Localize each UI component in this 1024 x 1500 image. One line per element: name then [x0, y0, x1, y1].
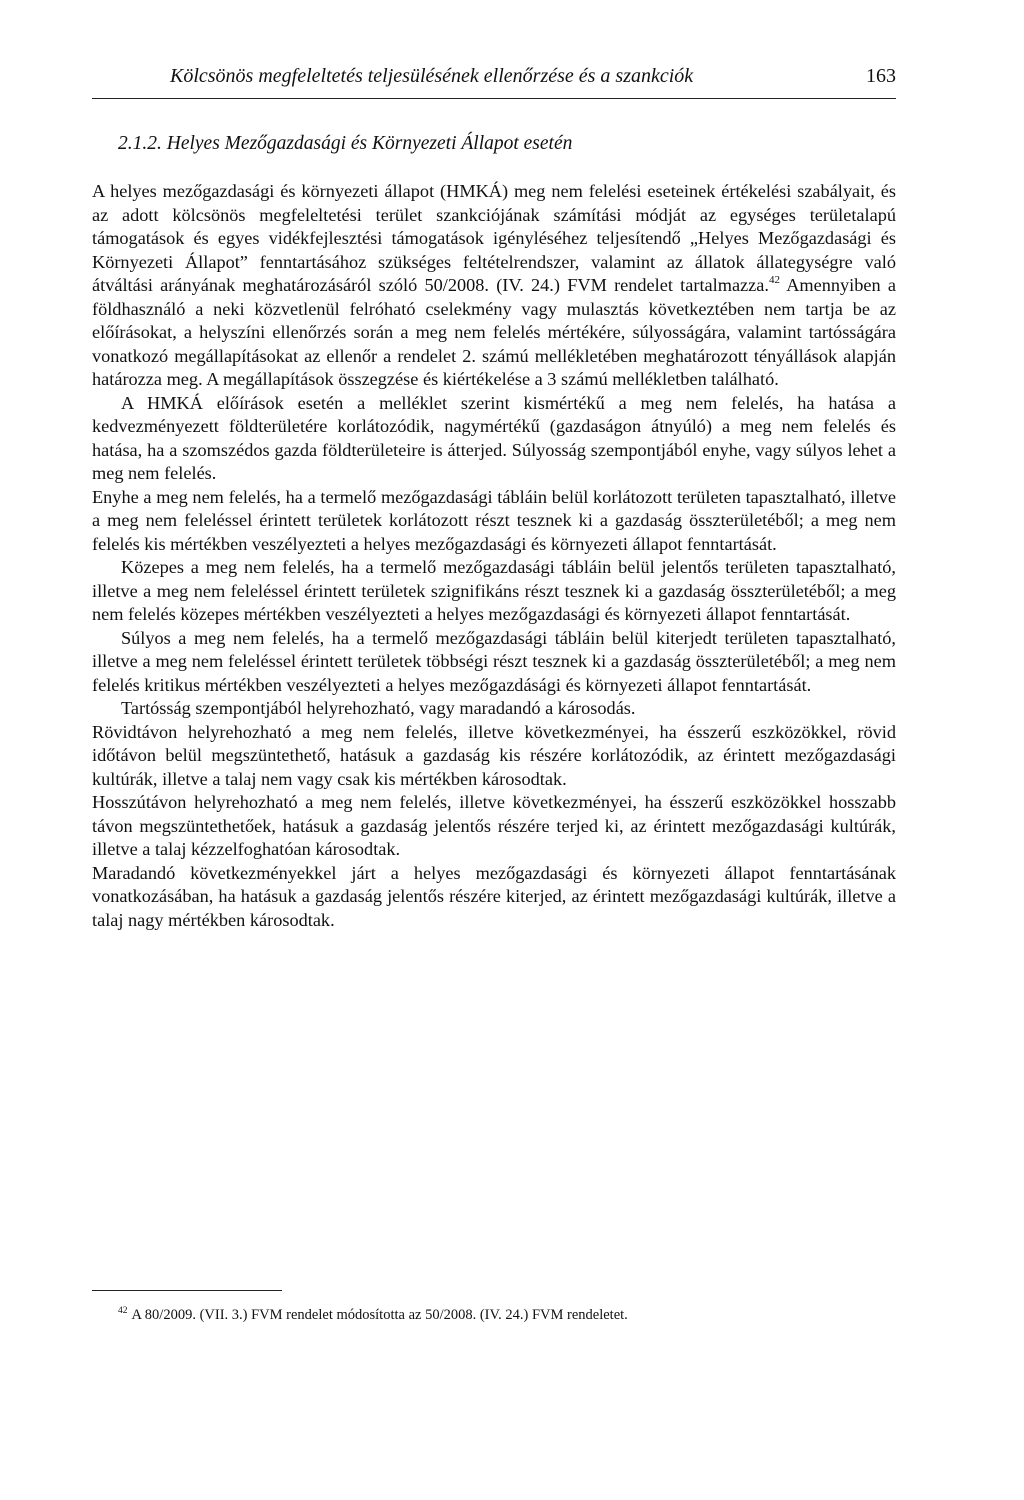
footnote-text: A 80/2009. (VII. 3.) FVM rendelet módosította az 50/2008. (IV. 24.) FVM rendeletet. [131, 1307, 628, 1323]
paragraph-3: Enyhe a meg nem felelés, ha a termelő mezőgazdasági tábláin belül korlátozott területen tapasztalható, illetve a meg nem feleléssel érintett területek korlátozott részt tesznek ki a gazdaság összterületéből; a meg nem felelés kis mértékben veszélyezteti a helyes mezőgazdasági és környezeti állapot fenntartását. [92, 486, 896, 554]
footnote-number: 42 [118, 1306, 128, 1316]
running-header [92, 62, 896, 96]
paragraph-1 [92, 180, 896, 392]
footnote-rule [92, 1290, 282, 1291]
paragraph-4: Közepes a meg nem felelés, ha a termelő mezőgazdasági tábláin belül jelentős területen tapasztalható, illetve a meg nem feleléssel érintett területek szignifikáns részt tesznek ki a gazdaság összterületéből; a meg nem felelés közepes mértékben veszélyezteti a helyes mezőgazdasági és környezeti állapot fenntartását. [92, 557, 896, 624]
paragraph-1-continuation: Amennyiben a földhasználó a neki közvetlenül felróható cselekmény vagy mulasztás következtében nem tartja be az előírásokat, a helyszíni ellenőrzés során a meg nem felelés mértékére, súlyosságára, valamint tartósságára vonatkozó megállapításokat az ellenőr a rendelet 2. számú mellékletében meghatározott tényállások alapján határozza meg. A megállapítások összegzése és kiértékelése a 3 számú mellékletben található. [92, 275, 896, 389]
paragraph-8: Hosszútávon helyrehozható a meg nem felelés, illetve következményei, ha ésszerű eszközökkel hosszabb távon megszüntethetőek, hatásuk a gazdaság jelentős részére terjed ki, az érintett mezőgazdasági kultúrák, illetve a talaj kézzelfoghatóan károsodtak. [92, 792, 896, 859]
paragraph-1-text: A helyes mezőgazdasági és környezeti állapot (HMKÁ) meg nem felelési eseteinek értékelési szabályait, és az adott kölcsönös megfeleltetési terület szankciójának számítási módját az egységes területalapú támogatások és egyes vidékfejlesztési támogatások igényléséhez teljesítendő „Helyes Mezőgazdasági és Környezeti Állapot” fenntartásához szükséges feltételrendszer, valamint az állatok állategységre való átváltási arányának meghatározásáról szóló 50/2008. (IV. 24.) FVM rendelet tartalmazza. [92, 181, 896, 295]
paragraph-5: Súlyos a meg nem felelés, ha a termelő mezőgazdasági tábláin belül kiterjedt területen tapasztalható, illetve a meg nem feleléssel érintett területek többségi részt tesznek ki a gazdaság összterületéből; a meg nem felelés kritikus mértékben veszélyezteti a helyes mezőgazdásági és környezeti állapot fenntartását. [92, 627, 896, 695]
body-text [92, 180, 896, 932]
footnote [118, 1305, 628, 1325]
header-rule [92, 98, 896, 99]
paragraph-9: Maradandó következményekkel járt a helyes mezőgazdasági és környezeti állapot fenntartásának vonatkozásában, ha hatásuk a gazdaság jelentős részére kiterjed, az érintett mezőgazdasági kultúrák, illetve a talaj nagy mértékben károsodtak. [92, 862, 896, 930]
section-heading: 2.1.2. Helyes Mezőgazdasági és Környezeti Állapot esetén [118, 133, 573, 154]
footnote-reference: 42 [768, 274, 780, 286]
page-number: 163 [866, 65, 896, 87]
paragraph-7: Rövidtávon helyrehozható a meg nem felelés, illetve következményei, ha ésszerű eszközökkel, rövid időtávon belül megszüntethető, hatásuk a gazdaság kis részére korlátozódik, az érintett mezőgazdasági kultúrák, illetve a talaj nem vagy csak kis mértékben károsodtak. [92, 721, 896, 789]
paragraph-6: Tartósság szempontjából helyrehozható, vagy maradandó a károsodás. [121, 698, 636, 718]
running-title: Kölcsönös megfeleltetés teljesülésének ellenőrzése és a szankciók [170, 65, 694, 87]
paragraph-2: A HMKÁ előírások esetén a melléklet szerint kismértékű a meg nem felelés, ha hatása a kedvezményezett földterületére korlátozódik, nagymértékű (gazdaságon átnyúló) a meg nem felelés és hatása, ha a szomszédos gazda földterületeire is átterjed. Súlyosság szempontjából enyhe, vagy súlyos lehet a meg nem felelés. [92, 392, 896, 483]
